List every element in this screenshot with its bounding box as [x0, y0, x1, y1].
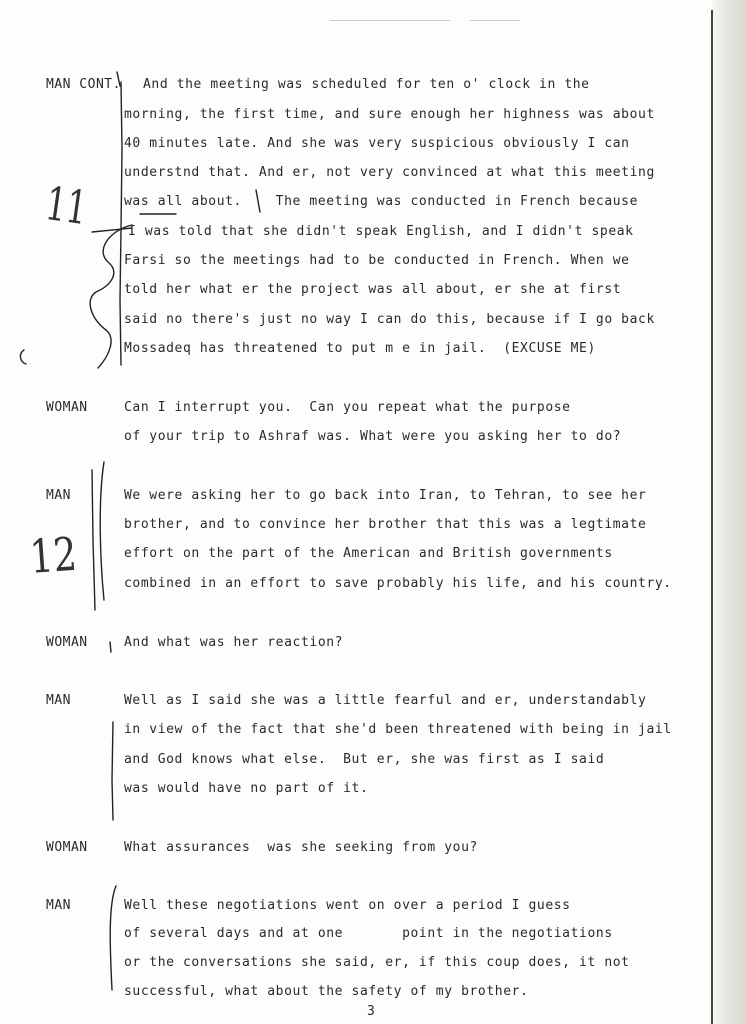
speaker-label: WOMAN: [46, 635, 88, 650]
dialogue-line: What assurances was she seeking from you?: [124, 840, 478, 855]
dialogue-line: successful, what about the safety of my brother.: [124, 984, 529, 999]
speaker-label: WOMAN: [46, 400, 88, 415]
margin-bracket: [110, 886, 116, 990]
top-smudge: [470, 20, 520, 21]
dialogue-line: brother, and to convince her brother that this was a legtimate: [124, 517, 647, 532]
dialogue-line: Well these negotiations went on over a period I guess: [124, 898, 571, 913]
dialogue-line: of your trip to Ashraf was. What were you asking her to do?: [124, 429, 622, 444]
margin-mark: [20, 350, 26, 364]
dialogue-line: morning, the first time, and sure enough her highness was about: [124, 107, 655, 122]
dialogue-line: in view of the fact that she'd been threatened with being in jail: [124, 722, 672, 737]
page-number: 3: [367, 1004, 375, 1019]
dialogue-line: or the conversations she said, er, if this coup does, it not: [124, 955, 630, 970]
speaker-label: WOMAN: [46, 840, 88, 855]
margin-bracket: [92, 470, 95, 610]
dialogue-line: 40 minutes late. And she was very suspicious obviously I can: [124, 136, 630, 151]
handwritten-note: 12: [28, 526, 79, 584]
dialogue-line: said no there's just no way I can do this, because if I go back: [124, 312, 655, 327]
dialogue-line: was would have no part of it.: [124, 781, 369, 796]
speaker-label: MAN: [46, 488, 71, 503]
speaker-label: MAN: [46, 898, 71, 913]
handwritten-note: 11: [42, 176, 91, 236]
dialogue-line: We were asking her to go back into Iran, to Tehran, to see her: [124, 488, 647, 503]
margin-bracket: [100, 462, 104, 600]
dialogue-line: was all about. The meeting was conducted in French because: [124, 194, 639, 209]
dialogue-line: effort on the part of the American and British governments: [124, 546, 613, 561]
top-smudge: [330, 20, 450, 21]
dialogue-line: Well as I said she was a little fearful and er, understandably: [124, 693, 647, 708]
dialogue-line: Can I interrupt you. Can you repeat what the purpose: [124, 400, 571, 415]
dialogue-line: Mossadeq has threatened to put m e in jail. (EXCUSE ME): [124, 341, 596, 356]
margin-underline: [92, 228, 132, 232]
speaker-label: MAN: [46, 693, 71, 708]
dialogue-line: And the meeting was scheduled for ten o' clock in the: [143, 77, 590, 92]
dialogue-line: understnd that. And er, not very convinced at what this meeting: [124, 165, 655, 180]
dialogue-line: combined in an effort to save probably his life, and his country.: [124, 576, 672, 591]
dialogue-line: And what was her reaction?: [124, 635, 344, 650]
dialogue-line: of several days and at one point in the negotiations: [124, 926, 613, 941]
speaker-label: MAN CONT.: [46, 77, 121, 92]
dialogue-line: and God knows what else. But er, she was first as I said: [124, 752, 605, 767]
page-edge-shadow: [712, 0, 745, 1024]
margin-bracket: [120, 82, 122, 365]
page-edge-line: [711, 10, 713, 1024]
margin-bracket: [112, 722, 113, 820]
dialogue-line: told her what er the project was all about, er she at first: [124, 282, 622, 297]
margin-mark: [110, 642, 111, 652]
dialogue-line: I was told that she didn't speak English, and I didn't speak: [128, 224, 634, 239]
dialogue-line: Farsi so the meetings had to be conducted in French. When we: [124, 253, 630, 268]
